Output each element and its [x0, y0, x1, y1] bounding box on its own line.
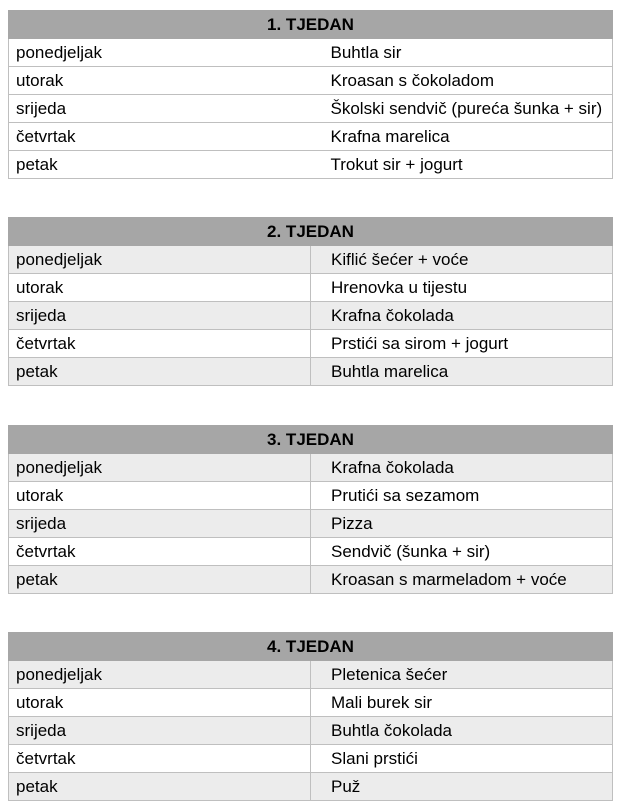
- day-cell: utorak: [9, 482, 311, 510]
- week-title: 3. TJEDAN: [9, 426, 613, 454]
- meal-cell: Pletenica šećer: [311, 661, 613, 689]
- meal-cell: Trokut sir + jogurt: [311, 151, 613, 179]
- table-row: [9, 95, 613, 123]
- meal-cell: Hrenovka u tijestu: [311, 274, 613, 302]
- table-row: [9, 274, 613, 302]
- meal-cell: Kroasan s marmeladom + voće: [311, 566, 613, 594]
- meal-cell: Buhtla sir: [311, 39, 613, 67]
- day-cell: petak: [9, 358, 311, 386]
- day-cell: srijeda: [9, 302, 311, 330]
- week-header-row: [9, 218, 613, 246]
- table-row: [9, 773, 613, 801]
- day-cell: ponedjeljak: [9, 661, 311, 689]
- meal-cell: Puž: [311, 773, 613, 801]
- day-cell: petak: [9, 773, 311, 801]
- table-row: [9, 39, 613, 67]
- day-cell: utorak: [9, 67, 311, 95]
- meal-cell: Krafna čokolada: [311, 302, 613, 330]
- table-row: [9, 246, 613, 274]
- meal-cell: Prutići sa sezamom: [311, 482, 613, 510]
- week-title: 2. TJEDAN: [9, 218, 613, 246]
- meal-cell: Krafna marelica: [311, 123, 613, 151]
- table-row: [9, 358, 613, 386]
- day-cell: četvrtak: [9, 123, 311, 151]
- table-row: [9, 67, 613, 95]
- day-cell: utorak: [9, 689, 311, 717]
- day-cell: četvrtak: [9, 745, 311, 773]
- table-row: [9, 482, 613, 510]
- meal-cell: Sendvič (šunka + sir): [311, 538, 613, 566]
- table-row: [9, 717, 613, 745]
- week-title: 4. TJEDAN: [9, 633, 613, 661]
- week-2-table: [8, 217, 613, 386]
- day-cell: srijeda: [9, 95, 311, 123]
- meal-cell: Mali burek sir: [311, 689, 613, 717]
- meal-cell: Pizza: [311, 510, 613, 538]
- day-cell: četvrtak: [9, 538, 311, 566]
- table-row: [9, 510, 613, 538]
- meal-cell: Prstići sa sirom + jogurt: [311, 330, 613, 358]
- meal-cell: Kroasan s čokoladom: [311, 67, 613, 95]
- meal-cell: Slani prstići: [311, 745, 613, 773]
- week-4-table: [8, 632, 613, 801]
- table-row: [9, 745, 613, 773]
- week-header-row: [9, 11, 613, 39]
- table-row: [9, 123, 613, 151]
- table-row: [9, 538, 613, 566]
- day-cell: ponedjeljak: [9, 454, 311, 482]
- meal-cell: Krafna čokolada: [311, 454, 613, 482]
- table-row: [9, 302, 613, 330]
- day-cell: srijeda: [9, 717, 311, 745]
- day-cell: petak: [9, 151, 311, 179]
- day-cell: petak: [9, 566, 311, 594]
- table-row: [9, 566, 613, 594]
- week-title: 1. TJEDAN: [9, 11, 613, 39]
- meal-cell: Školski sendvič (pureća šunka + sir): [311, 95, 613, 123]
- table-row: [9, 661, 613, 689]
- day-cell: četvrtak: [9, 330, 311, 358]
- week-1-table: [8, 10, 613, 179]
- week-3-table: [8, 425, 613, 594]
- table-row: [9, 689, 613, 717]
- table-row: [9, 151, 613, 179]
- table-row: [9, 330, 613, 358]
- week-header-row: [9, 426, 613, 454]
- day-cell: ponedjeljak: [9, 39, 311, 67]
- meal-cell: Buhtla marelica: [311, 358, 613, 386]
- day-cell: srijeda: [9, 510, 311, 538]
- meal-cell: Kiflić šećer + voće: [311, 246, 613, 274]
- day-cell: utorak: [9, 274, 311, 302]
- table-row: [9, 454, 613, 482]
- meal-cell: Buhtla čokolada: [311, 717, 613, 745]
- day-cell: ponedjeljak: [9, 246, 311, 274]
- week-header-row: [9, 633, 613, 661]
